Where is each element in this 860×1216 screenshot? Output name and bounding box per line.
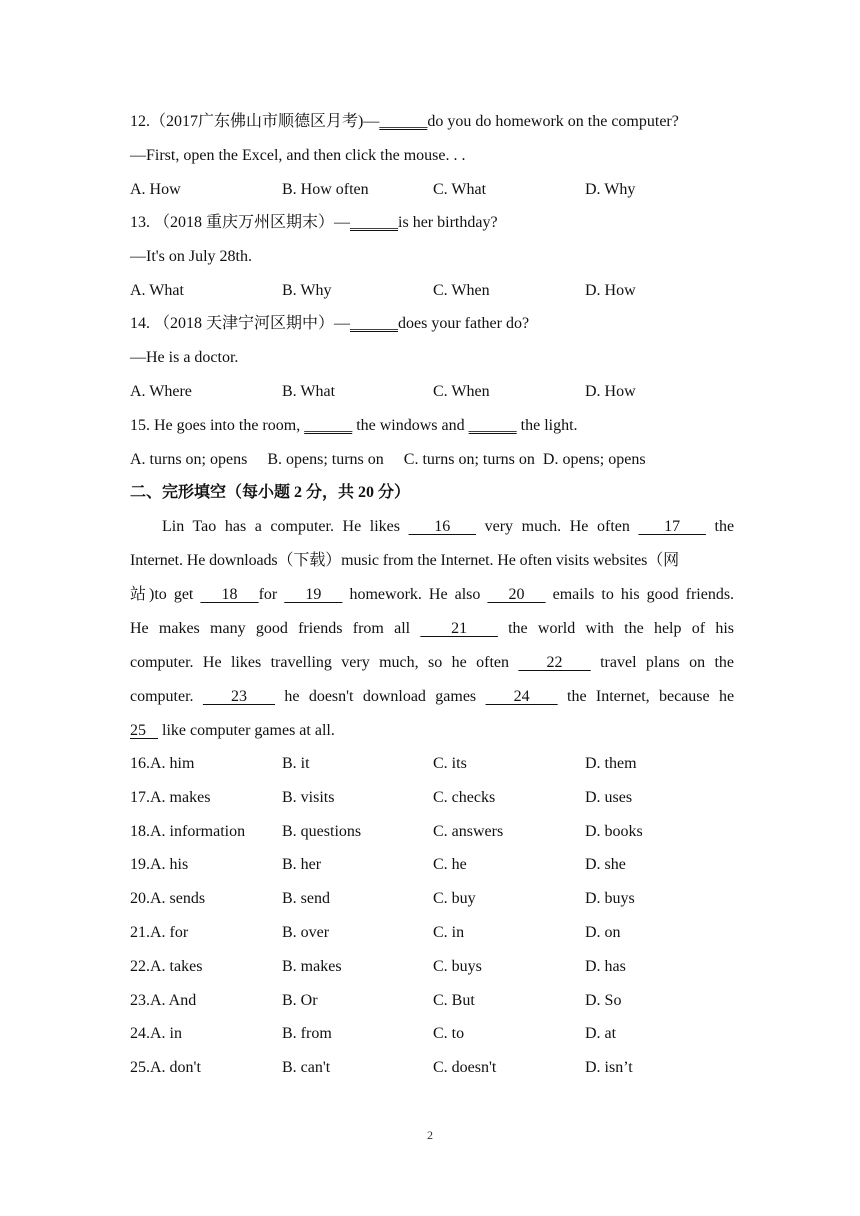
option-a: 21.A. for — [130, 924, 189, 941]
question-stem-prefix: 12.（2017广东佛山市顺德区月考)— — [130, 113, 380, 130]
option-a: 25.A. don't — [130, 1059, 201, 1076]
option-c: C. When — [433, 383, 490, 400]
question-stem-prefix: 14. （2018 天津宁河区期中）— — [130, 315, 351, 332]
option-a: 19.A. his — [130, 856, 189, 873]
option-b: B. her — [282, 856, 322, 873]
option-d: D. isn’t — [585, 1059, 633, 1076]
option-d: D. at — [585, 1025, 617, 1042]
passage-line-1 — [130, 515, 734, 539]
option-d: D. How — [585, 282, 636, 299]
question-stem-suffix: do you do homework on the computer? — [427, 113, 679, 130]
option-b: B. send — [282, 890, 330, 907]
option-d: D. books — [585, 823, 643, 840]
option-b: B. Why — [282, 282, 332, 299]
passage-text: computer. He likes travelling very much, so he often — [130, 654, 509, 671]
cloze-option-row — [130, 820, 734, 844]
passage-blank-22: 22 — [518, 654, 591, 671]
passage-blank-17: 17 — [638, 518, 706, 535]
cloze-option-row — [130, 1056, 734, 1080]
option-b: B. visits — [282, 789, 335, 806]
question-14-reply: —He is a doctor. — [130, 349, 239, 366]
passage-blank-25: 25 — [130, 722, 158, 739]
option-a: 22.A. takes — [130, 958, 203, 975]
option-d: D. buys — [585, 890, 635, 907]
option-c: C. buy — [433, 890, 476, 907]
passage-text: travel plans on the — [600, 654, 734, 671]
option-d: D. on — [585, 924, 621, 941]
option-c: C. answers — [433, 823, 504, 840]
passage-text: like computer games at all. — [158, 722, 335, 739]
passage-text: the — [714, 518, 734, 535]
cloze-option-row — [130, 989, 734, 1013]
option-a: 16.A. him — [130, 755, 195, 772]
passage-text: computer. — [130, 688, 194, 705]
option-c: C. When — [433, 282, 490, 299]
cloze-option-row — [130, 752, 734, 776]
option-b: B. can't — [282, 1059, 331, 1076]
passage-blank-16: 16 — [408, 518, 477, 535]
passage-text: emails to his good friends. — [552, 586, 734, 603]
option-a: A. Where — [130, 383, 192, 400]
q15-part-a: 15. He goes into the room, — [130, 417, 305, 434]
question-14-options — [130, 380, 734, 404]
passage-text: Lin Tao has a computer. He likes — [162, 518, 400, 535]
answer-blank: ______ — [304, 417, 353, 434]
question-stem-suffix: does your father do? — [398, 315, 530, 332]
option-d: D. she — [585, 856, 626, 873]
option-b: B. over — [282, 924, 330, 941]
option-b: B. from — [282, 1025, 332, 1042]
option-b: B. makes — [282, 958, 342, 975]
option-d: D. has — [585, 958, 626, 975]
q15-part-b: the windows and — [352, 417, 469, 434]
passage-text: the world with the help of his — [508, 620, 734, 637]
option-b: B. Or — [282, 992, 318, 1009]
cloze-option-row — [130, 786, 734, 810]
option-a: 18.A. information — [130, 823, 246, 840]
passage-text: he doesn't download games — [284, 688, 477, 705]
passage-text: He makes many good friends from all — [130, 620, 411, 637]
passage-text: very much. He often — [484, 518, 630, 535]
passage-blank-21: 21 — [420, 620, 498, 637]
passage-text: for — [258, 586, 278, 603]
option-c: C. he — [433, 856, 467, 873]
option-c: C. to — [433, 1025, 465, 1042]
cloze-option-row — [130, 921, 734, 945]
question-15-stem — [130, 414, 734, 438]
option-b: B. What — [282, 383, 336, 400]
passage-blank-18: 18 — [200, 586, 259, 603]
option-c: C. What — [433, 181, 487, 198]
cloze-option-row — [130, 887, 734, 911]
question-14-stem — [130, 312, 734, 336]
option-b: B. it — [282, 755, 310, 772]
option-a: 23.A. And — [130, 992, 197, 1009]
question-13-reply: —It's on July 28th. — [130, 248, 252, 265]
passage-text: homework. He also — [349, 586, 481, 603]
option-c: C. doesn't — [433, 1059, 497, 1076]
passage-blank-19: 19 — [284, 586, 343, 603]
option-d: D. uses — [585, 789, 633, 806]
passage-line-5 — [130, 651, 734, 675]
passage-text: 站)to get — [130, 586, 194, 603]
passage-line-6 — [130, 685, 734, 709]
question-13-options — [130, 279, 734, 303]
option-c: C. in — [433, 924, 465, 941]
option-c: C. checks — [433, 789, 496, 806]
passage-blank-23: 23 — [202, 688, 276, 705]
option-a: 17.A. makes — [130, 789, 211, 806]
option-c: C. buys — [433, 958, 482, 975]
question-12-options — [130, 178, 734, 202]
passage-line-2: Internet. He downloads（下载）music from the Internet. He often visits websites（网 — [130, 552, 680, 569]
question-stem-prefix: 13. （2018 重庆万州区期末）— — [130, 214, 351, 231]
question-13-stem — [130, 211, 734, 235]
question-12-reply: —First, open the Excel, and then click the mouse. . . — [130, 147, 466, 164]
option-a: 24.A. in — [130, 1025, 182, 1042]
page-number: 2 — [427, 1128, 433, 1142]
question-12-stem — [130, 110, 734, 134]
option-d: D. them — [585, 755, 637, 772]
option-d: D. Why — [585, 181, 636, 198]
answer-blank: ______ — [379, 113, 428, 130]
option-a: A. How — [130, 181, 181, 198]
option-c: C. But — [433, 992, 475, 1009]
option-c: C. its — [433, 755, 467, 772]
q15-part-c: the light. — [516, 417, 578, 434]
option-a: 20.A. sends — [130, 890, 206, 907]
passage-line-4 — [130, 617, 734, 641]
cloze-option-row — [130, 955, 734, 979]
answer-blank: ______ — [350, 214, 399, 231]
question-stem-suffix: is her birthday? — [398, 214, 498, 231]
cloze-option-row — [130, 1022, 734, 1046]
option-d: D. So — [585, 992, 622, 1009]
option-d: D. How — [585, 383, 636, 400]
passage-text: the Internet, because he — [567, 688, 734, 705]
section-title-cloze: 二、完形填空（每小题 2 分，共 20 分） — [130, 484, 411, 501]
passage-line-3 — [130, 583, 734, 607]
question-15-options: A. turns on; opens B. opens; turns on C. turns on; turns on D. opens; opens — [130, 451, 646, 468]
option-a: A. What — [130, 282, 184, 299]
passage-blank-24: 24 — [485, 688, 558, 705]
answer-blank: ______ — [350, 315, 399, 332]
passage-blank-20: 20 — [487, 586, 546, 603]
cloze-option-row — [130, 853, 734, 877]
option-b: B. How often — [282, 181, 369, 198]
option-b: B. questions — [282, 823, 362, 840]
answer-blank: ______ — [468, 417, 517, 434]
passage-line-7 — [130, 719, 734, 743]
